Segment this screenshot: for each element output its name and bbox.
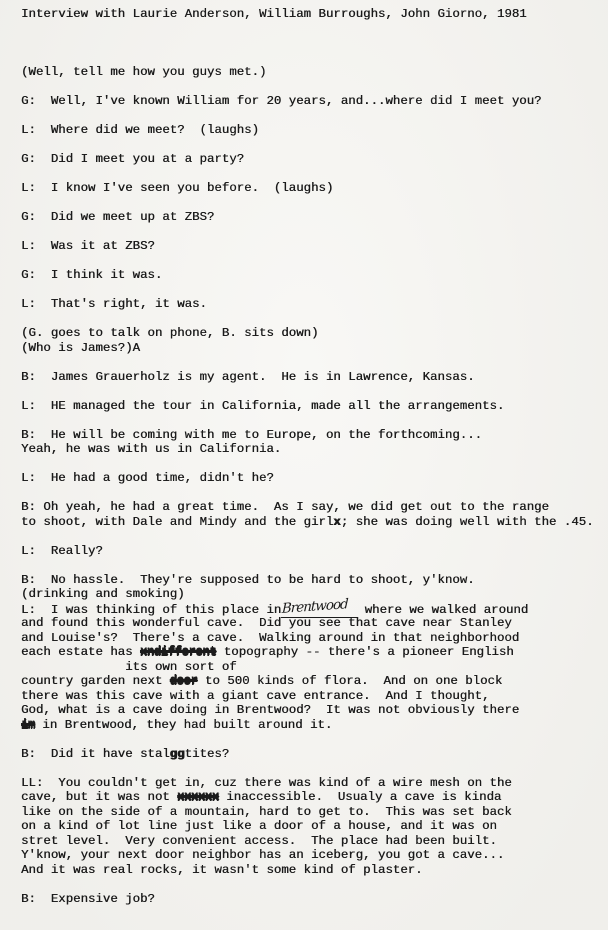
g-known-william [21, 94, 602, 109]
overtyped-text: gg [169, 746, 185, 761]
struck-out-text: xxxxxx [177, 790, 219, 804]
text-segment: (Well, tell me how you guys met.) [21, 65, 267, 79]
transcript-line [21, 776, 602, 791]
text-segment: to 500 kinds of flora. And on one block [197, 674, 503, 688]
ll-wire-mesh [21, 776, 602, 878]
l-brentwood-cave [21, 595, 602, 733]
transcript-line [21, 848, 602, 863]
text-segment: G: Did I meet you at a party? [21, 152, 245, 166]
text-segment: stret level. Very convenient access. The place had been built. [21, 833, 497, 848]
text-segment: B: Oh yeah, he had a great time. As I say, we did get out to the range [21, 500, 549, 514]
transcript-line [21, 123, 602, 138]
transcript-line [21, 544, 602, 559]
transcript-line [21, 718, 602, 733]
transcript-line [21, 7, 602, 22]
transcript-line [21, 399, 602, 414]
text-segment: B: Expensive job? [21, 891, 155, 906]
text-segment: L: Really? [21, 543, 103, 558]
b-coming-to-europe [21, 428, 602, 457]
text-segment: L: That's right, it was. [21, 297, 207, 311]
struck-out-text: im [21, 717, 35, 732]
b-stalagtites [21, 747, 602, 762]
l-he-managed-tour [21, 399, 602, 414]
text-segment: where we walked around [357, 602, 529, 617]
transcript-line [21, 370, 602, 385]
text-segment: G: Did we meet up at ZBS? [21, 210, 215, 224]
transcript-line [21, 500, 602, 515]
transcript-line [21, 181, 602, 196]
text-segment: L: I was thinking of this place in [21, 602, 282, 617]
text-segment: Y'know, your next door neighbor has an iceberg, you got a cave... [21, 848, 505, 862]
text-segment: (G. goes to talk on phone, B. sits down) [21, 326, 319, 340]
text-segment: God, what is a cave doing in Brentwood? It was not obviously there [21, 703, 520, 717]
transcript-line [21, 239, 602, 254]
text-segment: G: I think it was. [21, 268, 163, 282]
text-segment: B: He will be coming with me to Europe, on the forthcoming... [21, 427, 483, 442]
l-was-it-at-zbs [21, 239, 602, 254]
transcript-line [21, 616, 602, 631]
text-segment: LL: You couldn't get in, cuz there was kind of a wire mesh on the [21, 775, 512, 790]
struck-out-text: door [169, 674, 198, 688]
text-segment: and Louise's? There's a cave. Walking around in that neighborhood [21, 630, 520, 645]
text-segment: its own sort of [21, 659, 237, 674]
transcript-line [21, 573, 602, 588]
text-segment: to shoot, with Dale and Mindy and the girl [21, 514, 334, 529]
l-really [21, 544, 602, 559]
text-segment: there was this cave with a giant cave entrance. And I thought, [21, 688, 490, 703]
transcript-line [21, 819, 602, 834]
text-segment: B: Did it have stal [21, 746, 170, 761]
transcript-line [21, 805, 602, 820]
page-title [21, 7, 602, 22]
b-expensive-job [21, 892, 602, 907]
text-segment: L: Where did we meet? (laughs) [21, 123, 259, 137]
transcript-line [21, 703, 602, 718]
transcript-line [21, 631, 602, 646]
transcript-line [21, 660, 602, 675]
text-segment: ; she was doing well with the .45. [340, 514, 594, 529]
b-shooting-range [21, 500, 602, 529]
b-no-hassle [21, 573, 602, 602]
b-james-grauerholz [21, 370, 602, 385]
transcript-line [21, 595, 602, 617]
transcript-line [21, 471, 602, 486]
text-segment: and found this wonderful cave. Did you see that cave near Stanley [21, 616, 512, 630]
transcript-line [21, 94, 602, 109]
transcript-body [21, 7, 602, 906]
text-segment: on a kind of lot line just like a door of a house, and it was on [21, 819, 497, 833]
transcript-line [21, 892, 602, 907]
text-segment: And it was real rocks, it wasn't some kind of plaster. [21, 862, 423, 877]
transcript-line [21, 268, 602, 283]
transcript-line [21, 428, 602, 443]
text-segment: country garden next [21, 674, 170, 688]
text-segment: B: No hassle. They're supposed to be hard to shoot, y'know. [21, 572, 475, 587]
transcript-line [21, 689, 602, 704]
text-segment: L: I know I've seen you before. (laughs) [21, 181, 334, 195]
text-segment: cave, but it was not [21, 790, 178, 804]
text-segment: tites? [184, 746, 230, 761]
transcript-line [21, 790, 602, 805]
text-segment: Interview with Laurie Anderson, William Burroughs, John Giorno, 1981 [21, 7, 527, 21]
g-meet-at-party [21, 152, 602, 167]
text-segment: Yeah, he was with us in California. [21, 442, 282, 456]
text-segment: topography -- there's a pioneer English [216, 645, 514, 659]
transcript-line [21, 674, 602, 689]
transcript-line [21, 326, 602, 341]
transcript-line [21, 863, 602, 878]
g-meet-up-at-zbs [21, 210, 602, 225]
transcript-line [21, 341, 602, 356]
stage-note-phone [21, 326, 602, 355]
text-segment: each estate has [21, 645, 140, 659]
handwritten-word: Brentwood [281, 595, 349, 617]
l-thats-right [21, 297, 602, 312]
struck-out-text: xndifferent [139, 645, 217, 659]
text-segment: G: Well, I've known William for 20 years, and...where did I meet you? [21, 94, 542, 108]
l-where-did-we-meet [21, 123, 602, 138]
l-seen-you-before [21, 181, 602, 196]
interviewer-note-opening [21, 65, 602, 80]
transcript-line [21, 645, 602, 660]
text-segment: in Brentwood, they had built around it. [34, 717, 333, 732]
transcript-line [21, 65, 602, 80]
text-segment: L: HE managed the tour in California, made all the arrangements. [21, 398, 505, 413]
transcript-line [21, 210, 602, 225]
g-i-think-it-was [21, 268, 602, 283]
text-segment: L: Was it at ZBS? [21, 239, 155, 253]
text-segment: inaccessible. Usualy a cave is kinda [218, 790, 502, 804]
text-segment: (Who is James?)A [21, 340, 140, 355]
transcript-line [21, 515, 602, 530]
transcript-line [21, 747, 602, 762]
transcript-line [21, 297, 602, 312]
text-segment: B: James Grauerholz is my agent. He is in Lawrence, Kansas. [21, 369, 475, 384]
transcript-line [21, 152, 602, 167]
text-segment: (drinking and smoking) [21, 587, 185, 601]
transcript-line [21, 834, 602, 849]
transcript-line [21, 442, 602, 457]
text-segment: L: He had a good time, didn't he? [21, 471, 274, 485]
text-segment: like on the side of a mountain, hard to get to. This was set back [21, 804, 512, 819]
overtyped-text: x [333, 514, 341, 529]
l-good-time [21, 471, 602, 486]
